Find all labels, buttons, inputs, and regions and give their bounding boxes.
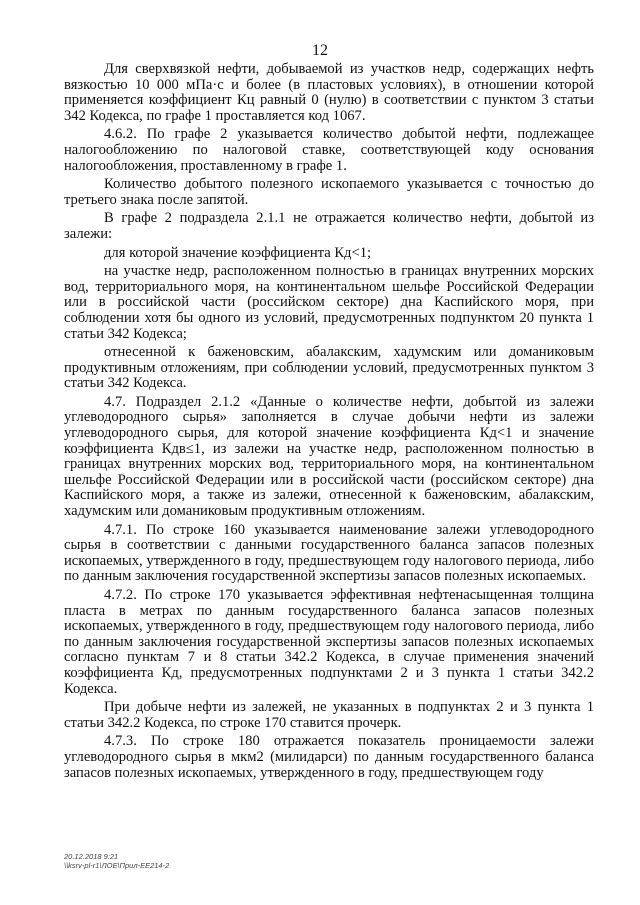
paragraph: В графе 2 подраздела 2.1.1 не отражается количество нефти, добытой из залежи:	[64, 210, 594, 242]
paragraph: 4.7. Подраздел 2.1.2 «Данные о количестве нефти, добытой из залежи углеводородного сырья» заполняется в случае добычи нефти из залежи углеводородного сырья, для которой значение коэффициента Кд<1 и значение коэффициента Кдв≤1, из залежи на участке недр, расположенном полностью в границах внутренних морских вод, территориального моря, на континентальном шельфе Российской Федерации или в российской части (российском секторе) дна Каспийского моря, а также из залежи, отнесенной к баженовским, абалакским, хадумским или доманиковым продуктивным отложениям.	[64, 393, 594, 520]
document-body	[64, 62, 594, 784]
paragraph: 4.7.2. По строке 170 указывается эффективная нефтенасыщенная толщина пласта в метрах по данным государственного баланса запасов полезных ископаемых, утвержденного в году, предшествующем году налогового периода, либо по данным заключения государственной экспертизы запасов полезных ископаемых согласно пунктам 7 и 8 статьи 342.2 Кодекса, в случае применения значений коэффициента Кд, предусмотренных подпунктами 2 и 3 пункта 1 статьи 342.2 Кодекса.	[64, 587, 594, 697]
paragraph: на участке недр, расположенном полностью в границах внутренних морских вод, территориального моря, на континентальном шельфе Российской Федерации или в российской части (российском секторе) дна Каспийского моря, при соблюдении хотя бы одного из условий, предусмотренных подпунктом 20 пункта 1 статьи 342 Кодекса;	[64, 263, 594, 342]
paragraph: При добыче нефти из залежей, не указанных в подпунктах 2 и 3 пункта 1 статьи 342.2 Кодекса, по строке 170 ставится прочерк.	[64, 699, 594, 731]
paragraph: 4.6.2. По графе 2 указывается количество добытой нефти, подлежащее налогообложению по налоговой ставке, соответствующей коду основания налогообложения, проставленному в графе 1.	[64, 126, 594, 174]
footer-timestamp: 20.12.2018 9:21	[64, 852, 119, 861]
file-footer	[64, 852, 169, 870]
paragraph: Для сверхвязкой нефти, добываемой из участков недр, содержащих нефть вязкостью 10 000 мПа·с и более (в пластовых условиях), в отношении которой применяется коэффициент Кц равный 0 (нулю) в соответствии с пунктом 3 статьи 342 Кодекса, по графе 1 проставляется код 1067.	[64, 61, 594, 124]
paragraph: Количество добытого полезного ископаемого указывается с точностью до третьего знака после запятой.	[64, 176, 594, 208]
paragraph: отнесенной к баженовским, абалакским, хадумским или доманиковым продуктивным отложениям, при соблюдении условий, предусмотренных пунктом 3 статьи 342 Кодекса.	[64, 344, 594, 392]
footer-file-path: \\ksrv-pl-r1\ЛОЕ\Прил-ЕЕ214-2	[64, 861, 170, 870]
paragraph: 4.7.3. По строке 180 отражается показатель проницаемости залежи углеводородного сырья в мкм2 (милидарси) по данным государственного баланса запасов полезных ископаемых, утвержденного в году, предшествующем году	[64, 733, 594, 781]
paragraph: для которой значение коэффициента Кд<1;	[104, 244, 372, 261]
paragraph: 4.7.1. По строке 160 указывается наименование залежи углеводородного сырья в соответствии с данными государственного баланса запасов полезных ископаемых, утвержденного в году, предшествующем году налогового периода, либо по данным заключения государственной экспертизы запасов полезных ископаемых.	[64, 521, 594, 585]
page-number: 12	[312, 42, 328, 59]
